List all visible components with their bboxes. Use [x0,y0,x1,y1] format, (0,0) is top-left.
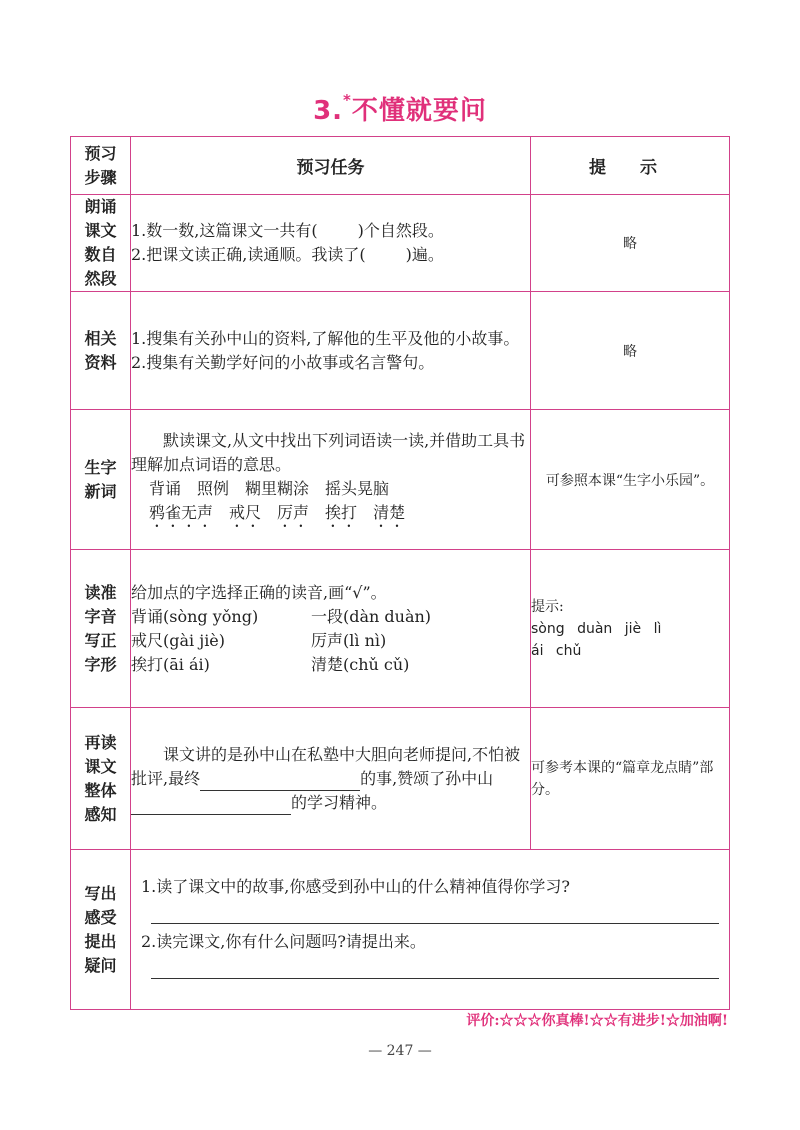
header-step: 预习 步骤 [71,137,131,195]
step-label: 写出 感受 提出 疑问 [71,850,131,1010]
word: 清楚 [373,502,406,522]
task-line: 2.把课文读正确,读通顺。我读了( )遍。 [131,245,444,264]
hint-cell: 略 [531,292,730,410]
hint-label: 提示: [531,598,564,615]
fill-line[interactable] [200,774,360,791]
pron-row: 戒尺(gài jiè) 厉声(lì nì) [131,630,387,650]
task-intro: 给加点的字选择正确的读音,画“√”。 [131,582,387,602]
table-row [71,195,730,292]
task-cell [131,850,730,1010]
step-label: 读准 字音 写正 字形 [71,550,131,708]
word: 照例 [197,478,230,498]
hint-line: sòng duàn jiè lì [531,620,662,637]
evaluation-footer: 评价:☆☆☆你真棒!☆☆有进步!☆加油啊! [466,1013,728,1029]
task-intro: 默读课文,从文中找出下列词语读一读,并借助工具书理解加点词语的意思。 [131,430,526,474]
table-header-row [71,137,730,195]
word-row [131,501,530,531]
word: 厉声 [277,502,310,522]
title-text: 不懂就要问 [351,96,487,126]
step-label: 相关 资料 [71,292,131,410]
table-row [71,708,730,850]
pron-row: 挨打(āi ái) 清楚(chǔ cǔ) [131,654,410,674]
table-row [71,850,730,1010]
task-cell [131,708,531,850]
task-cell [131,550,531,708]
hint-line: ái chǔ [531,642,582,659]
title-number: 3. [313,96,344,126]
title-star: * [343,91,352,110]
question: 1.读了课文中的故事,你感受到孙中山的什么精神值得你学习? [141,876,570,896]
step-label: 再读 课文 整体 感知 [71,708,131,850]
page-title [0,90,800,127]
hint-cell: 可参照本课“生字小乐园”。 [531,410,730,550]
word: 背诵 [149,478,182,498]
page-number: — 247 — [368,1043,432,1059]
word: 摇头晃脑 [325,478,390,498]
task-line: 1.搜集有关孙中山的资料,了解他的生平及他的小故事。 [131,328,520,348]
answer-line[interactable] [151,954,719,979]
word: 糊里糊涂 [245,478,310,498]
header-task: 预习任务 [131,137,531,195]
task-line: 1.数一数,这篇课文一共有( )个自然段。 [131,221,444,240]
header-hint: 提 示 [531,137,730,195]
preview-table [70,136,730,1010]
hint-cell [531,550,730,708]
word: 挨打 [325,502,358,522]
fill-line[interactable] [131,798,291,815]
word: 鸦雀无声 [149,502,214,522]
task-line: 2.搜集有关勤学好问的小故事或名言警句。 [131,352,435,372]
table-row [71,410,730,550]
task-cell [131,195,531,292]
table-row [71,292,730,410]
task-cell [131,292,531,410]
table-row [71,550,730,708]
answer-line[interactable] [151,899,719,924]
hint-cell: 可参考本课的“篇章龙点睛”部分。 [531,708,730,850]
pron-row: 背诵(sòng yǒng) 一段(dàn duàn) [131,606,432,626]
task-cell [131,410,531,550]
word: 戒尺 [229,502,262,522]
hint-cell: 略 [531,195,730,292]
word-row [131,477,530,501]
step-label: 朗诵 课文 数自 然段 [71,195,131,292]
question: 2.读完课文,你有什么问题吗?请提出来。 [141,931,426,951]
task-text: 课文讲的是孙中山在私塾中大胆向老师提问,不怕被批评,最终 的事,赞颂了孙中山的学习精神。 [131,743,530,815]
step-label: 生字 新词 [71,410,131,550]
